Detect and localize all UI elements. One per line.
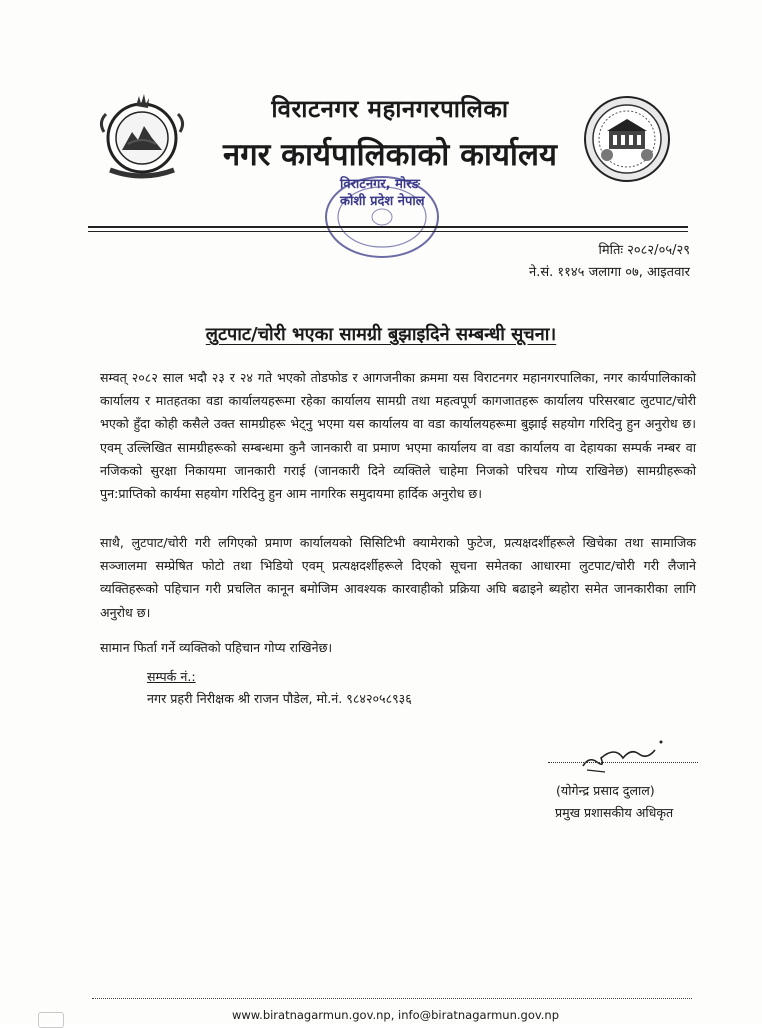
contact-value: नगर प्रहरी निरीक्षक श्री राजन पौडेल, मो.नं. ९८४२०५८९३६ [147, 691, 412, 706]
footer-contact: www.biratnagarmun.gov.np, info@biratnagarmun.gov.np [232, 1008, 560, 1022]
contact-label: सम्पर्क नं.: [147, 669, 196, 684]
corner-mark-icon [38, 1012, 64, 1028]
notice-subject [100, 322, 662, 346]
footer-divider [92, 998, 692, 999]
signature-icon [575, 728, 675, 778]
stamp-line-2: कोशी प्रदेश नेपाल [340, 194, 425, 209]
signatory-name: (योगेन्द्र प्रसाद दुलाल) [556, 783, 655, 798]
biratnagar-seal-icon [583, 95, 671, 183]
municipality-name: विराटनगर महानगरपालिका [271, 95, 509, 123]
date-bs: मितिः २०८२/०५/२९ [598, 243, 690, 258]
nepal-emblem-icon [92, 92, 192, 182]
signatory-title: प्रमुख प्रशासकीय अधिकृत [555, 805, 674, 820]
notice-paragraph-1: सम्वत् २०८२ साल भदौ २३ र २४ गते भएको तोडफोड र आगजनीका क्रममा यस विराटनगर महानगरपालिका, नगर कार्यपालिकाको कार्यालय र मातहतका वडा कार्यालयहरूमा रहेका कार्यालय सामग्री तथा महत्वपूर्ण कागजातहरू कार्यालय परिसरबाट लुटपाट/चोरी भएको हुँदा कोही कसैले उक्त सामग्रीहरू भेट्नु भएमा यस कार्यालय वा वडा कार्यालयहरूमा बुझाई सहयोग गरिदिनु हुन अनुरोध छ। एवम् उल्लिखित सामग्रीहरूको सम्बन्धमा कुनै जानकारी वा प्रमाण भएमा कार्यालय वा वडा कार्यालय वा देहायका सम्पर्क नम्बर वा नजिकको सुरक्षा निकायमा जानकारी गराई (जानकारी दिने व्यक्तिले चाहेमा निजको परिचय गोप्य राखिनेछ) सामग्रीहरूको पुन:प्राप्तिको कार्यमा सहयोग गरिदिनु हुन आम नागरिक समुदायमा हार्दिक अनुरोध छ। [100, 370, 696, 502]
office-name: नगर कार्यपालिकाको कार्यालय [223, 137, 557, 173]
notice-paragraph-3: सामान फिर्ता गर्ने व्यक्तिको पहिचान गोप्य राखिनेछ। [100, 640, 333, 655]
header-divider [88, 226, 688, 228]
signature-line [548, 762, 698, 763]
stamp-line-1: विराटनगर, मोरङ [340, 177, 420, 192]
stamp-address [340, 176, 425, 210]
notice-subject-text: लुटपाट/चोरी भएका सामग्री बुझाइदिने सम्बन्धी सूचना। [205, 324, 557, 345]
notice-paragraph-2: साथै, लुटपाट/चोरी गरी लगिएको प्रमाण कार्यालयको सिसिटिभी क्यामेराको फुटेज, प्रत्यक्षदर्शीहरूले खिचेका तथा सामाजिक सञ्जालमा सम्प्रेषित फोटो तथा भिडियो एवम् प्रत्यक्षदर्शीहरूले दिएको सूचना समेतका आधारमा लुटपाट/चोरी गरी लैजाने व्यक्तिहरूको पहिचान गरी प्रचलित कानून बमोजिम आवश्यक कारवाहीको प्रक्रिया अघि बढाइने ब्यहोरा समेत जानकारीका लागि अनुरोध छ। [100, 535, 696, 620]
header-divider-thin [88, 231, 688, 232]
date-nepal-sambat: ने.सं. ११४५ जलागा ०७, आइतवार [529, 265, 690, 280]
